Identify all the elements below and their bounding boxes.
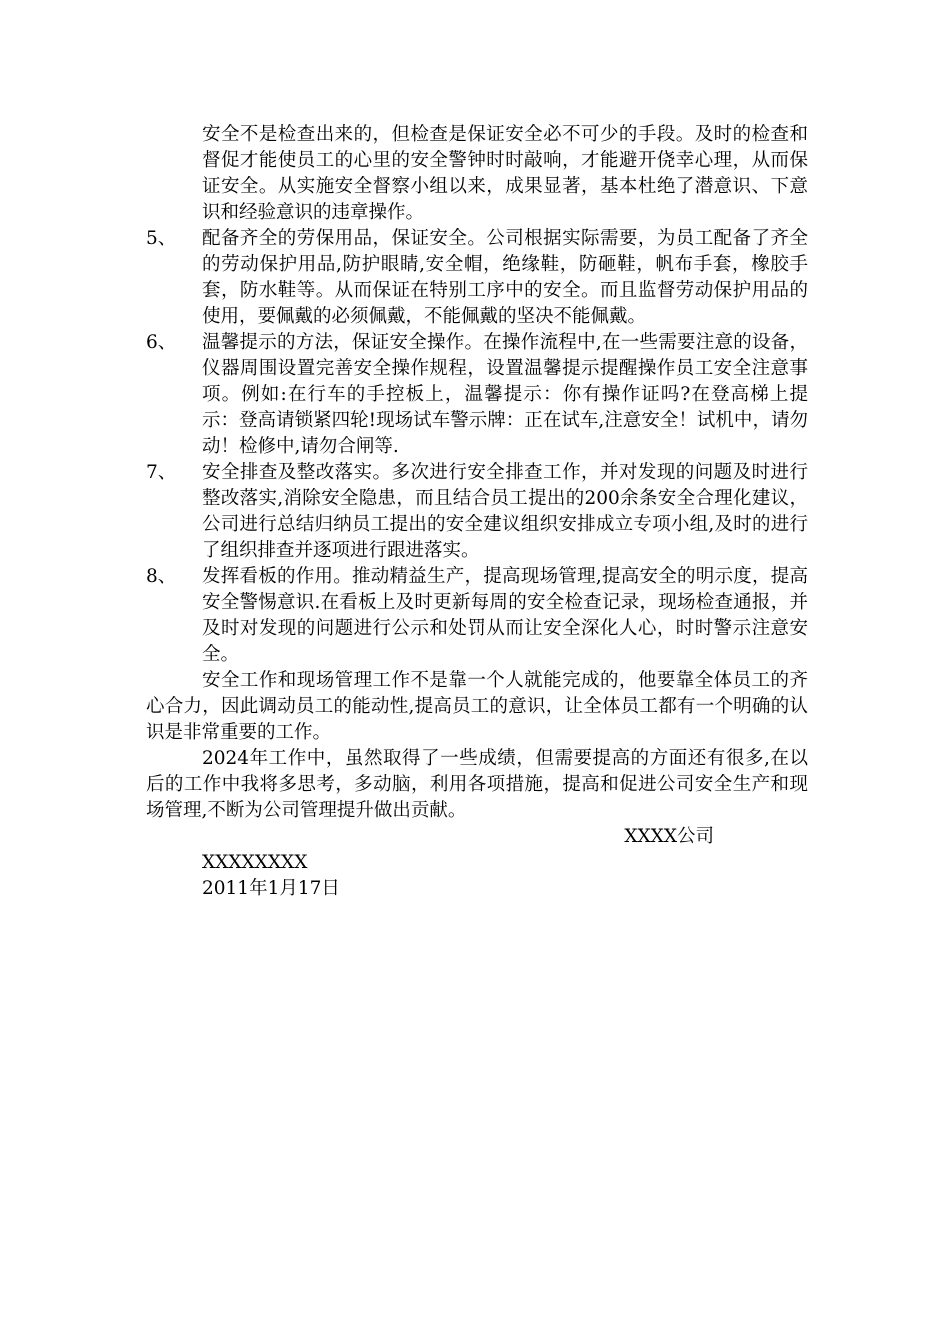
- list-item-7: [146, 460, 808, 564]
- list-item-number: 7、: [146, 462, 177, 483]
- list-item-number: 6、: [146, 332, 177, 353]
- list-item-6: [146, 330, 808, 460]
- list-item-number: 8、: [146, 566, 177, 587]
- list-item-text: 安全排查及整改落实。多次进行安全排查工作，并对发现的问题及时进行整改落实,消除安全隐患，而且结合员工提出的200余条安全合理化建议，公司进行总结归纳员工提出的安全建议组织安排成立专项小组,及时的进行了组织排查并逐项进行跟进落实。: [202, 462, 808, 561]
- list-item-number: 5、: [146, 228, 177, 249]
- company-name: XXXX公司: [624, 826, 714, 847]
- document-date: 2011年1月17日: [202, 878, 340, 899]
- teamwork-paragraph: 安全工作和现场管理工作不是靠一个人就能完成的，他要靠全体员工的齐心合力，因此调动员工的能动性,提高员工的意识，让全体员工都有一个明确的认识是非常重要的工作。: [146, 670, 808, 743]
- list-item-8: [146, 564, 808, 668]
- list-item-text: 配备齐全的劳保用品，保证安全。公司根据实际需要，为员工配备了齐全的劳动保护用品,防护眼睛,安全帽，绝缘鞋，防砸鞋，帆布手套，橡胶手套，防水鞋等。从而保证在特别工序中的安全。而且监督劳动保护用品的使用，要佩戴的必须佩戴，不能佩戴的坚决不能佩戴。: [202, 228, 808, 327]
- list-item-text: 发挥看板的作用。推动精益生产，提高现场管理,提高安全的明示度，提高安全警惕意识.在看板上及时更新每周的安全检查记录，现场检查通报，并及时对发现的问题进行公示和处罚从而让安全深化人心，时时警示注意安全。: [202, 566, 808, 665]
- list-item-5: [146, 226, 808, 330]
- signer-name: XXXXXXXX: [202, 852, 308, 873]
- summary-paragraph: 2024年工作中，虽然取得了一些成绩，但需要提高的方面还有很多,在以后的工作中我将多思考，多动脑，利用各项措施，提高和促进公司安全生产和现场管理,不断为公司管理提升做出贡献。: [146, 748, 808, 821]
- list-item-text: 温馨提示的方法，保证安全操作。在操作流程中,在一些需要注意的设备，仪器周围设置完善安全操作规程，设置温馨提示提醒操作员工安全注意事项。例如:在行车的手控板上，温馨提示：你有操作证吗?在登高梯上提示：登高请锁紧四轮!现场试车警示牌：正在试车,注意安全！试机中，请勿动！检修中,请勿合闸等.: [202, 332, 808, 457]
- intro-paragraph: 安全不是检查出来的，但检查是保证安全必不可少的手段。及时的检查和督促才能使员工的心里的安全警钟时时敲响，才能避开侥幸心理，从而保证安全。从实施安全督察小组以来，成果显著，基本杜绝了潜意识、下意识和经验意识的违章操作。: [202, 124, 808, 223]
- document-body: [146, 122, 808, 902]
